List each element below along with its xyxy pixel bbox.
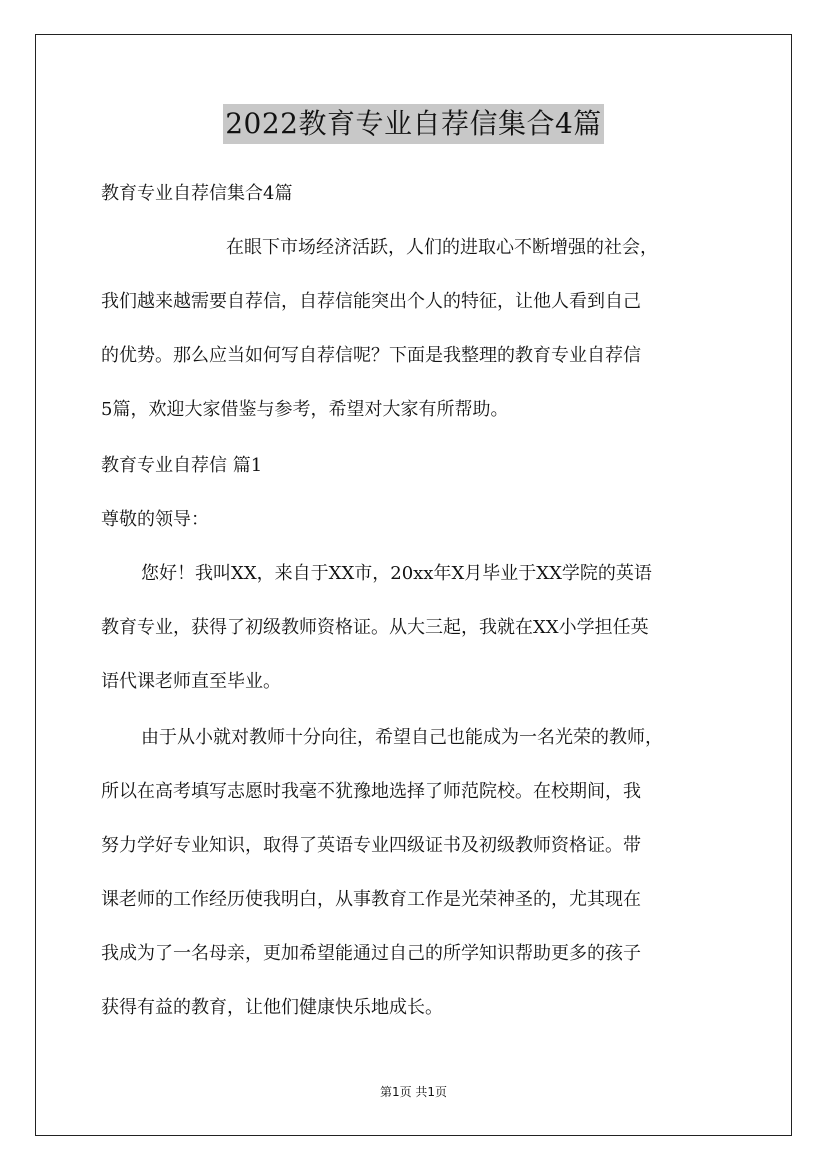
subtitle-line: 教育专业自荐信集合4篇 [101,183,293,204]
para1-line-1: 您好！我叫XX，来自于XX市，20xx年X月毕业于XX学院的英语 [141,563,652,584]
intro-line-3: 的优势。那么应当如何写自荐信呢？下面是我整理的教育专业自荐信 [101,345,641,366]
intro-line-1: 在眼下市场经济活跃，人们的进取心不断增强的社会， [226,237,658,258]
title-wrapper [0,104,827,144]
para2-line-2: 所以在高考填写志愿时我毫不犹豫地选择了师范院校。在校期间，我 [101,781,641,802]
intro-line-2: 我们越来越需要自荐信，自荐信能突出个人的特征，让他人看到自己 [101,291,641,312]
document-title: 2022教育专业自荐信集合4篇 [223,104,604,144]
para2-line-3: 努力学好专业知识，取得了英语专业四级证书及初级教师资格证。带 [101,835,641,856]
para2-line-4: 课老师的工作经历使我明白，从事教育工作是光荣神圣的，尤其现在 [101,889,641,910]
intro-line-4: 5篇，欢迎大家借鉴与参考，希望对大家有所帮助。 [101,399,509,420]
para1-line-2: 教育专业，获得了初级教师资格证。从大三起，我就在XX小学担任英 [101,617,649,638]
para2-line-1: 由于从小就对教师十分向往，希望自己也能成为一名光荣的教师， [141,727,663,748]
para1-line-3: 语代课老师直至毕业。 [101,671,281,692]
salutation: 尊敬的领导： [101,509,209,530]
document-body [101,170,729,1038]
page-footer: 第1页 共1页 [379,1085,448,1099]
section-heading: 教育专业自荐信 篇1 [101,455,263,476]
para2-line-5: 我成为了一名母亲，更加希望能通过自己的所学知识帮助更多的孩子 [101,943,641,964]
para2-line-6: 获得有益的教育，让他们健康快乐地成长。 [101,997,443,1018]
